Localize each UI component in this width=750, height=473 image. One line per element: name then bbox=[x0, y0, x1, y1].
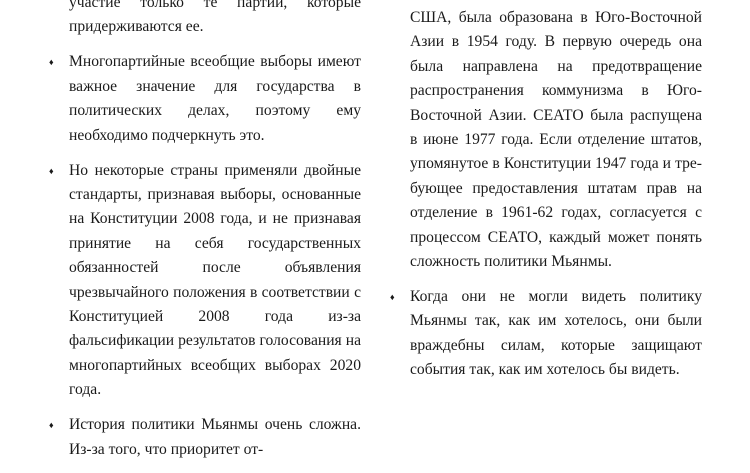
right-bullet-item-1 bbox=[390, 285, 702, 383]
right-continued-paragraph: США, была образована в Юго-Восточной Азии в 1954 году. В первую очередь она была направлена на предотвращение распространения коммунизма в Юго-Восточной Азии. СЕАТО была распущена в июне 1977 года. Если отделение штатов, упомянутое в Конституции 1947 года и требующее предоставления штатам прав на отделение в 1961-62 годах, согласуется с процессом СЕАТО, каждый может понять сложность политики Мьянмы. bbox=[410, 9, 702, 271]
diamond-bullet-icon: ♦ bbox=[49, 420, 54, 431]
right-column bbox=[390, 6, 702, 393]
left-bullet-text-1: Многопартийные всеобщие выборы имеют важное значение для государства в политических делах, поэтому ему необходимо подчеркнуть это. bbox=[69, 53, 361, 144]
diamond-bullet-icon: ♦ bbox=[390, 292, 395, 303]
left-continued-paragraph: участие только те партии, которые придерживаются ее. bbox=[69, 0, 361, 36]
left-bullet-item-1 bbox=[49, 50, 361, 148]
diamond-bullet-icon: ♦ bbox=[49, 57, 54, 68]
left-bullet-text-3: История политики Мьянмы очень сложна. Из-за того, что приоритет от- bbox=[69, 416, 361, 458]
left-column bbox=[49, 0, 361, 473]
left-bullet-item-3 bbox=[49, 413, 361, 462]
right-bullet-text-1: Когда они не могли видеть политику Мьянмы так, как им хотелось, они были враждебны силам, которые защищают события так, как им хотелось бы видеть. bbox=[410, 288, 702, 379]
left-bullet-item-2 bbox=[49, 159, 361, 403]
left-bullet-text-2: Но некоторые страны применяли двойные стандарты, признавая выборы, основанные на Конституции 2008 года, и не признавая принятие на себя государственных обязанностей после объявления чрезвычайного положения в соответствии с Конституцией 2008 года из-за фальсификации результатов голосования на многопартийных всеобщих выборах 2020 года. bbox=[69, 161, 361, 399]
diamond-bullet-icon: ♦ bbox=[49, 165, 54, 176]
